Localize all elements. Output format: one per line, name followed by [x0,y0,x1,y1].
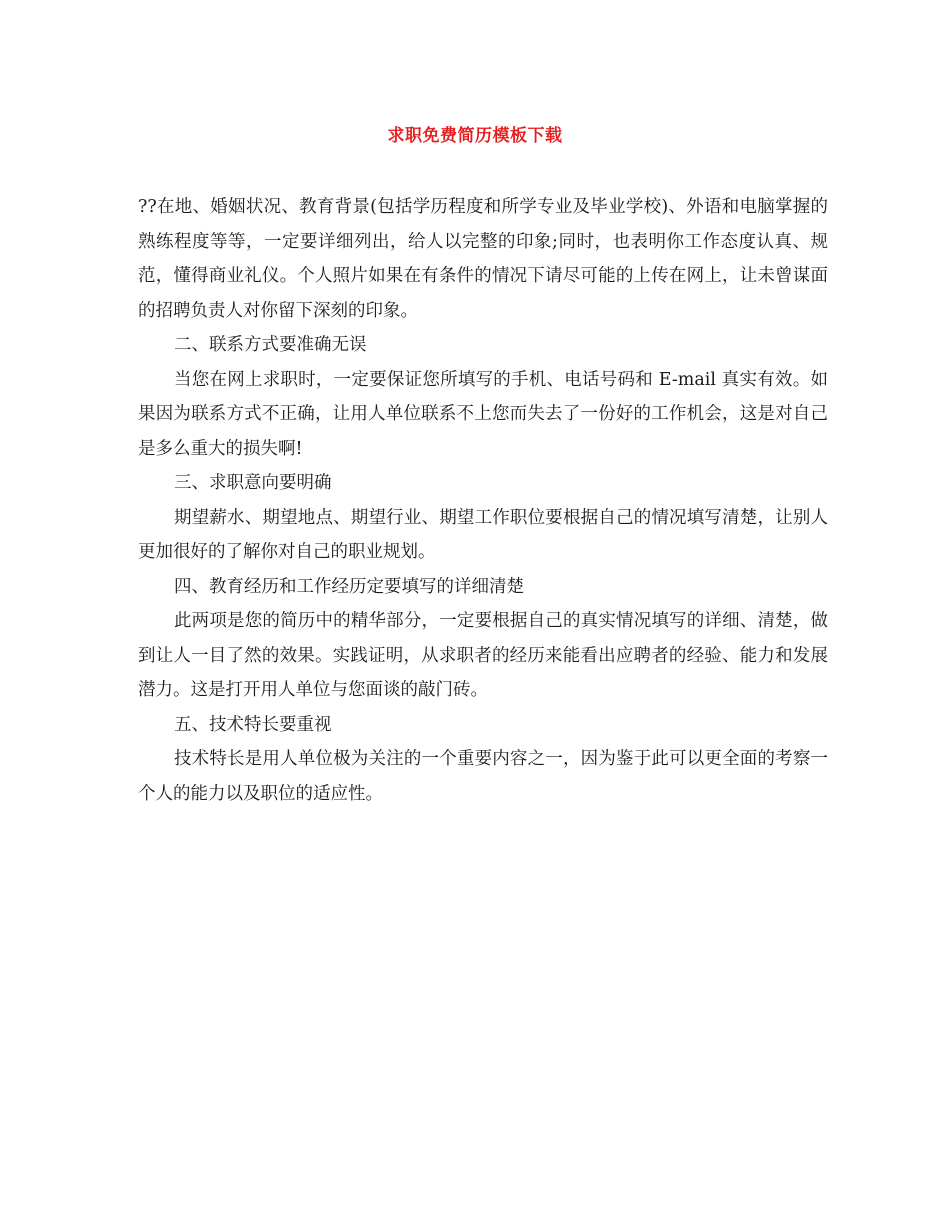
section-heading-contact: 二、联系方式要准确无误 [174,335,367,355]
document-body [138,190,828,811]
intro-paragraph: ??在地、婚姻状况、教育背景(包括学历程度和所学专业及毕业学校)、外语和电脑掌握的熟练程度等等，一定要详细列出，给人以完整的印象;同时，也表明你工作态度认真、规范，懂得商业礼仪。个人照片如果在有条件的情况下请尽可能的上传在网上，让未曾谋面的招聘负责人对你留下深刻的印象。 [138,197,828,321]
section-heading-experience: 四、教育经历和工作经历定要填写的详细清楚 [174,576,524,597]
experience-paragraph: 此两项是您的简历中的精华部分，一定要根据自己的真实情况填写的详细、清楚，做到让人一目了然的效果。实践证明，从求职者的经历来能看出应聘者的经验、能力和发展潜力。这是打开用人单位与您面谈的敲门砖。 [138,611,828,700]
contact-paragraph: 当您在网上求职时，一定要保证您所填写的手机、电话号码和 E-mail 真实有效。如果因为联系方式不正确，让用人单位联系不上您而失去了一份好的工作机会，这是对自己是多么重大的损失啊! [138,369,828,459]
document-title: 求职免费简历模板下载 [387,126,563,146]
section-heading-intention: 三、求职意向要明确 [174,473,332,493]
skills-paragraph: 技术特长是用人单位极为关注的一个重要内容之一，因为鉴于此可以更全面的考察一个人的能力以及职位的适应性。 [138,749,828,804]
intention-paragraph: 期望薪水、期望地点、期望行业、期望工作职位要根据自己的情况填写清楚，让别人更加很好的了解你对自己的职业规划。 [138,507,828,562]
section-heading-skills: 五、技术特长要重视 [174,714,332,735]
